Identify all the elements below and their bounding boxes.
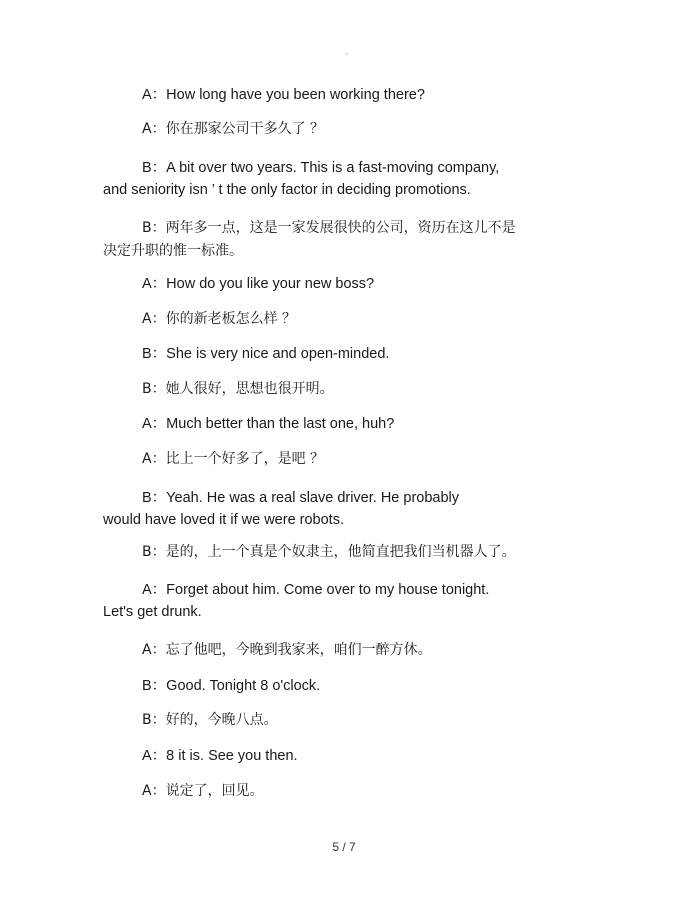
line-text: 你的新老板怎么样 ？: [165, 311, 297, 327]
speaker-label: A：: [142, 783, 166, 799]
dialogue-line: [142, 745, 298, 767]
dialogue-line-continuation: Let's get drunk.: [103, 604, 202, 620]
dialogue-line: [142, 157, 499, 179]
dialogue-line: [142, 343, 389, 365]
header-mark: 。: [345, 46, 355, 56]
dialogue-line: [142, 639, 432, 661]
dialogue-line: [142, 217, 516, 239]
dialogue-line: [142, 541, 516, 563]
dialogue-line-continuation: would have loved it if we were robots.: [103, 512, 344, 528]
speaker-label: A：: [142, 748, 167, 764]
line-text: How long have you been working there?: [166, 87, 425, 103]
line-text: 忘了他吧，今晚到我家来，咱们一醉方休。: [165, 642, 432, 658]
speaker-label: A：: [142, 582, 167, 598]
dialogue-line-continuation: and seniority isn ’ t the only factor in deciding promotions.: [103, 182, 471, 198]
dialogue-line-continuation: 决定升职的惟一标准。: [103, 243, 243, 259]
dialogue-line: [142, 675, 320, 697]
dialogue-line: [142, 780, 264, 802]
line-text: 是的，上一个真是个奴隶主，他简直把我们当机器人了。: [165, 544, 516, 560]
speaker-label: A：: [142, 276, 167, 292]
line-text: Yeah. He was a real slave driver. He probably: [166, 490, 460, 506]
speaker-label: B：: [142, 678, 167, 694]
line-text: Good. Tonight 8 o'clock.: [166, 678, 321, 694]
dialogue-line: [142, 709, 278, 731]
speaker-label: A：: [142, 87, 167, 103]
line-text: 两年多一点，这是一家发展很快的公司，资历在这儿不是: [165, 220, 516, 236]
speaker-label: A：: [142, 451, 166, 467]
speaker-label: B：: [142, 544, 166, 560]
dialogue-line: [142, 413, 394, 435]
dialogue-line: [142, 448, 324, 470]
line-text: 好的，今晚八点。: [165, 712, 278, 728]
line-text: 比上一个好多了，是吧 ？: [165, 451, 325, 467]
dialogue-line: [142, 118, 324, 140]
speaker-label: B：: [142, 490, 167, 506]
line-text: Much better than the last one, huh?: [166, 416, 395, 432]
speaker-label: A：: [142, 416, 167, 432]
dialogue-line: [142, 273, 374, 295]
page-number: 5 / 7: [332, 840, 356, 854]
dialogue-line: [142, 308, 296, 330]
dialogue-line: [142, 378, 334, 400]
line-text: How do you like your new boss?: [166, 276, 375, 292]
line-text: 8 it is. See you then.: [166, 748, 298, 764]
line-text: 说定了，回见。: [165, 783, 264, 799]
speaker-label: B：: [142, 712, 166, 728]
line-text: 她人很好，思想也很开明。: [165, 381, 334, 397]
speaker-label: A：: [142, 121, 166, 137]
line-text: A bit over two years. This is a fast-moving company,: [166, 160, 500, 176]
speaker-label: A：: [142, 642, 166, 658]
dialogue-line: [142, 487, 459, 509]
speaker-label: A：: [142, 311, 166, 327]
speaker-label: B：: [142, 160, 167, 176]
line-text: Forget about him. Come over to my house tonight.: [166, 582, 490, 598]
speaker-label: B：: [142, 346, 167, 362]
speaker-label: B：: [142, 220, 166, 236]
line-text: She is very nice and open-minded.: [166, 346, 390, 362]
speaker-label: B：: [142, 381, 166, 397]
dialogue-line: [142, 84, 425, 106]
line-text: 你在那家公司干多久了 ？: [165, 121, 325, 137]
dialogue-line: [142, 579, 489, 601]
